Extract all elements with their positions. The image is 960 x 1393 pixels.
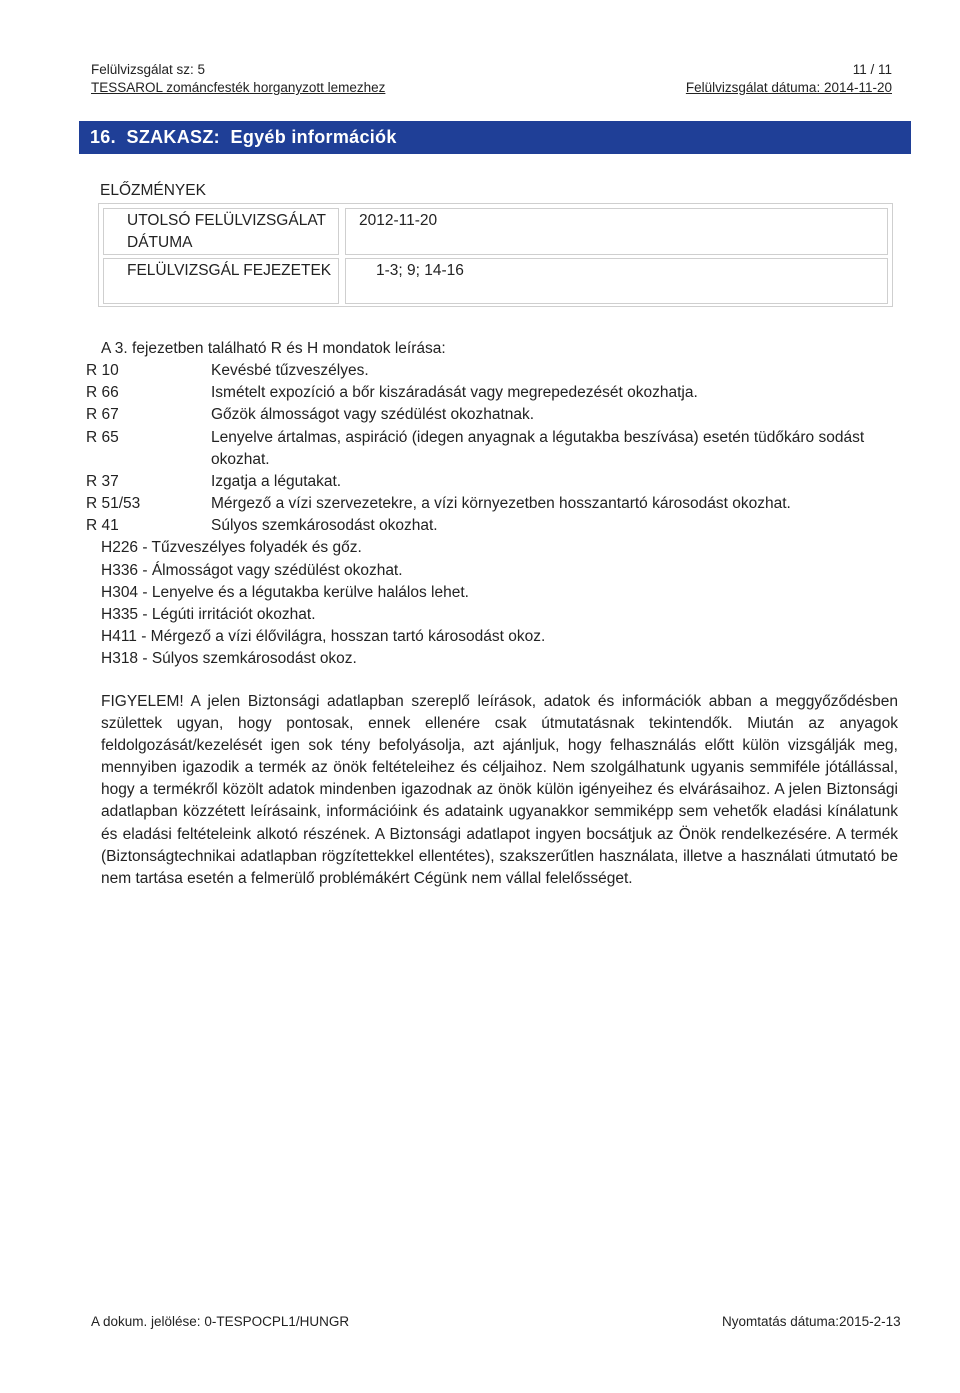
r-phrase-text: Kevésbé tűzveszélyes. <box>211 362 369 379</box>
section-heading <box>79 121 911 154</box>
r-phrase-code: R 51/53 <box>86 495 141 512</box>
product-name: TESSAROL zománcfesték horganyzott lemezhez <box>91 80 386 95</box>
history-value: 2012-11-20 <box>359 212 438 229</box>
disclaimer-paragraph: FIGYELEM! A jelen Biztonsági adatlapban szereplő leírások, adatok és információk abban a meggyőződésben születtek ugyan, hogy pontosak, ennek ellenére csak útmutatásnak tekintendők. Miután az anyagok feldolgozását/kezelését igen sok tény befolyásolja, azt ajánljuk, hogy felhasználás előtt külön vizsgálják meg, mennyiben igazodik a termék az önök feltételeihez és céljaihoz. Nem szolgálhatunk ugyanis semmiféle jótállással, hogy a termékről közölt adatok mindenben igazodnak az önök külön igényeihez és elvárásaihoz. A jelen Biztonsági adatlapban közzétett leírásaink, információink és adataink ugyanakkor semmiképp sem vehetők eladási kínálatunk és eladási feltételeink alkotó részének. A Biztonsági adatlapot ingyen bocsátjuk az Önök rendelkezésére. A termék (Biztonságtechnikai adatlapban rögzítettekkel ellentétes), szakszerűtlen használata, illetve a használati útmutató be nem tartása esetén a felmerülő problémákért Cégünk nem vállal felelősséget. <box>101 693 898 887</box>
history-value: 1-3; 9; 14-16 <box>376 262 464 279</box>
h-phrase: H336 - Álmosságot vagy szédülést okozhat. <box>101 562 403 579</box>
revision-number: Felülvizsgálat sz: 5 <box>91 62 206 77</box>
r-phrase-code: R 67 <box>86 406 119 423</box>
r-phrase-code: R 65 <box>86 429 119 446</box>
phrases-intro: A 3. fejezetben található R és H mondatok leírása: <box>101 340 446 357</box>
page-header-bottom <box>91 80 892 96</box>
section-title: 16. SZAKASZ: Egyéb információk <box>90 127 397 147</box>
page-header-top <box>91 62 892 78</box>
history-title: ELŐZMÉNYEK <box>100 182 206 199</box>
r-phrase-text: Ismételt expozíció a bőr kiszáradását vagy megrepedezését okozhatja. <box>211 384 698 401</box>
r-phrase-text: Izgatja a légutakat. <box>211 473 342 490</box>
r-phrase-code: R 66 <box>86 384 119 401</box>
print-date: Nyomtatás dátuma:2015-2-13 <box>722 1314 901 1329</box>
r-phrase-code: R 41 <box>86 517 119 534</box>
document-id: A dokum. jelölése: 0-TESPOCPL1/HUNGR <box>91 1314 350 1329</box>
r-phrase-code: R 37 <box>86 473 119 490</box>
h-phrase: H304 - Lenyelve és a légutakba kerülve halálos lehet. <box>101 584 469 601</box>
revision-date: Felülvizsgálat dátuma: 2014-11-20 <box>685 80 892 95</box>
h-phrase: H411 - Mérgező a vízi élővilágra, hosszan tartó károsodást okoz. <box>101 628 546 645</box>
h-phrase: H335 - Légúti irritációt okozhat. <box>101 606 316 623</box>
history-label: FELÜLVIZSGÁL FEJEZETEK <box>127 262 332 279</box>
r-phrase-code: R 10 <box>86 362 119 379</box>
r-phrase-text: Súlyos szemkárosodást okozhat. <box>211 517 438 534</box>
r-phrase-text: Mérgező a vízi szervezetekre, a vízi környezetben hosszantartó károsodást okozhat. <box>211 495 791 512</box>
r-phrase-text: Lenyelve ártalmas, aspiráció (idegen anyagnak a légutakba beszívása) esetén tüdőkáro sodást <box>211 429 865 446</box>
h-phrase: H226 - Tűzveszélyes folyadék és gőz. <box>101 539 362 556</box>
r-phrase-text: Gőzök álmosságot vagy szédülést okozhatnak. <box>211 406 535 423</box>
page-number: 11 / 11 <box>852 62 892 77</box>
h-phrase: H318 - Súlyos szemkárosodást okoz. <box>101 650 357 667</box>
r-phrase-text-cont: okozhat. <box>211 451 270 468</box>
history-label: UTOLSÓ FELÜLVIZSGÁLAT DÁTUMA <box>127 212 326 251</box>
